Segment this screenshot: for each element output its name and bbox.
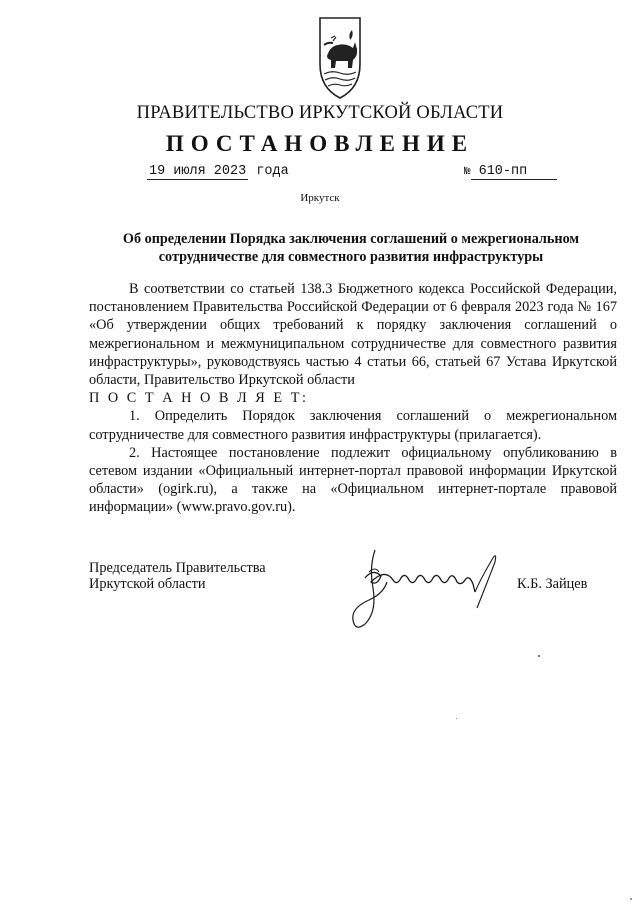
document-type: ПОСТАНОВЛЕНИЕ <box>165 131 475 156</box>
date-value: 19 июля 2023 <box>149 164 247 179</box>
signatory-position <box>89 560 266 592</box>
position-line-1: Председатель Правительства <box>89 560 266 576</box>
number-value: 610-пп <box>471 164 557 180</box>
irkutsk-coat-of-arms-icon <box>300 12 380 102</box>
resolves-heading: П О С Т А Н О В Л Я Е Т: <box>89 390 309 407</box>
document-title: Об определении Порядка заключения соглашений о межрегиональном сотрудничестве для совместного развития инфраструктуры <box>122 231 580 265</box>
document-date <box>147 164 289 179</box>
organization-name: ПРАВИТЕЛЬСТВО ИРКУТСКОЙ ОБЛАСТИ <box>136 103 504 123</box>
scan-speck <box>456 718 457 719</box>
preamble-paragraph: В соответствии со статьей 138.3 Бюджетного кодекса Российской Федерации, постановлением Правительства Российской Федерации от 6 февраля 2023 года № 167 «Об утверждении общих требований к порядку заключения соглашений о межрегиональном и межмуниципальном сотрудничестве для совместного развития инфраструктуры», руководствуясь частью 4 статьи 66, статьей 67 Устава Иркутской области, Правительство Иркутской области <box>89 281 617 389</box>
position-line-2: Иркутской области <box>89 576 206 592</box>
item-2-paragraph: 2. Настоящее постановление подлежит официальному опубликованию в сетевом издании «Официальный интернет-портал правовой информации Иркутской области» (ogirk.ru), а также на «Официальном интернет-портале правовой информации» (www.pravo.gov.ru). <box>89 444 617 516</box>
document-number <box>464 164 557 180</box>
number-sign: № <box>464 166 471 178</box>
city: Иркутск <box>300 192 340 204</box>
scan-speck <box>630 898 632 900</box>
signatory-name: К.Б. Зайцев <box>517 576 588 592</box>
scan-speck <box>538 655 540 657</box>
item-1-paragraph: 1. Определить Порядок заключения соглашений о межрегиональном сотрудничестве для совместного развития инфраструктуры (прилагается). <box>89 408 617 443</box>
handwritten-signature <box>335 538 515 638</box>
document-body <box>89 280 617 517</box>
date-suffix: года <box>256 164 289 179</box>
